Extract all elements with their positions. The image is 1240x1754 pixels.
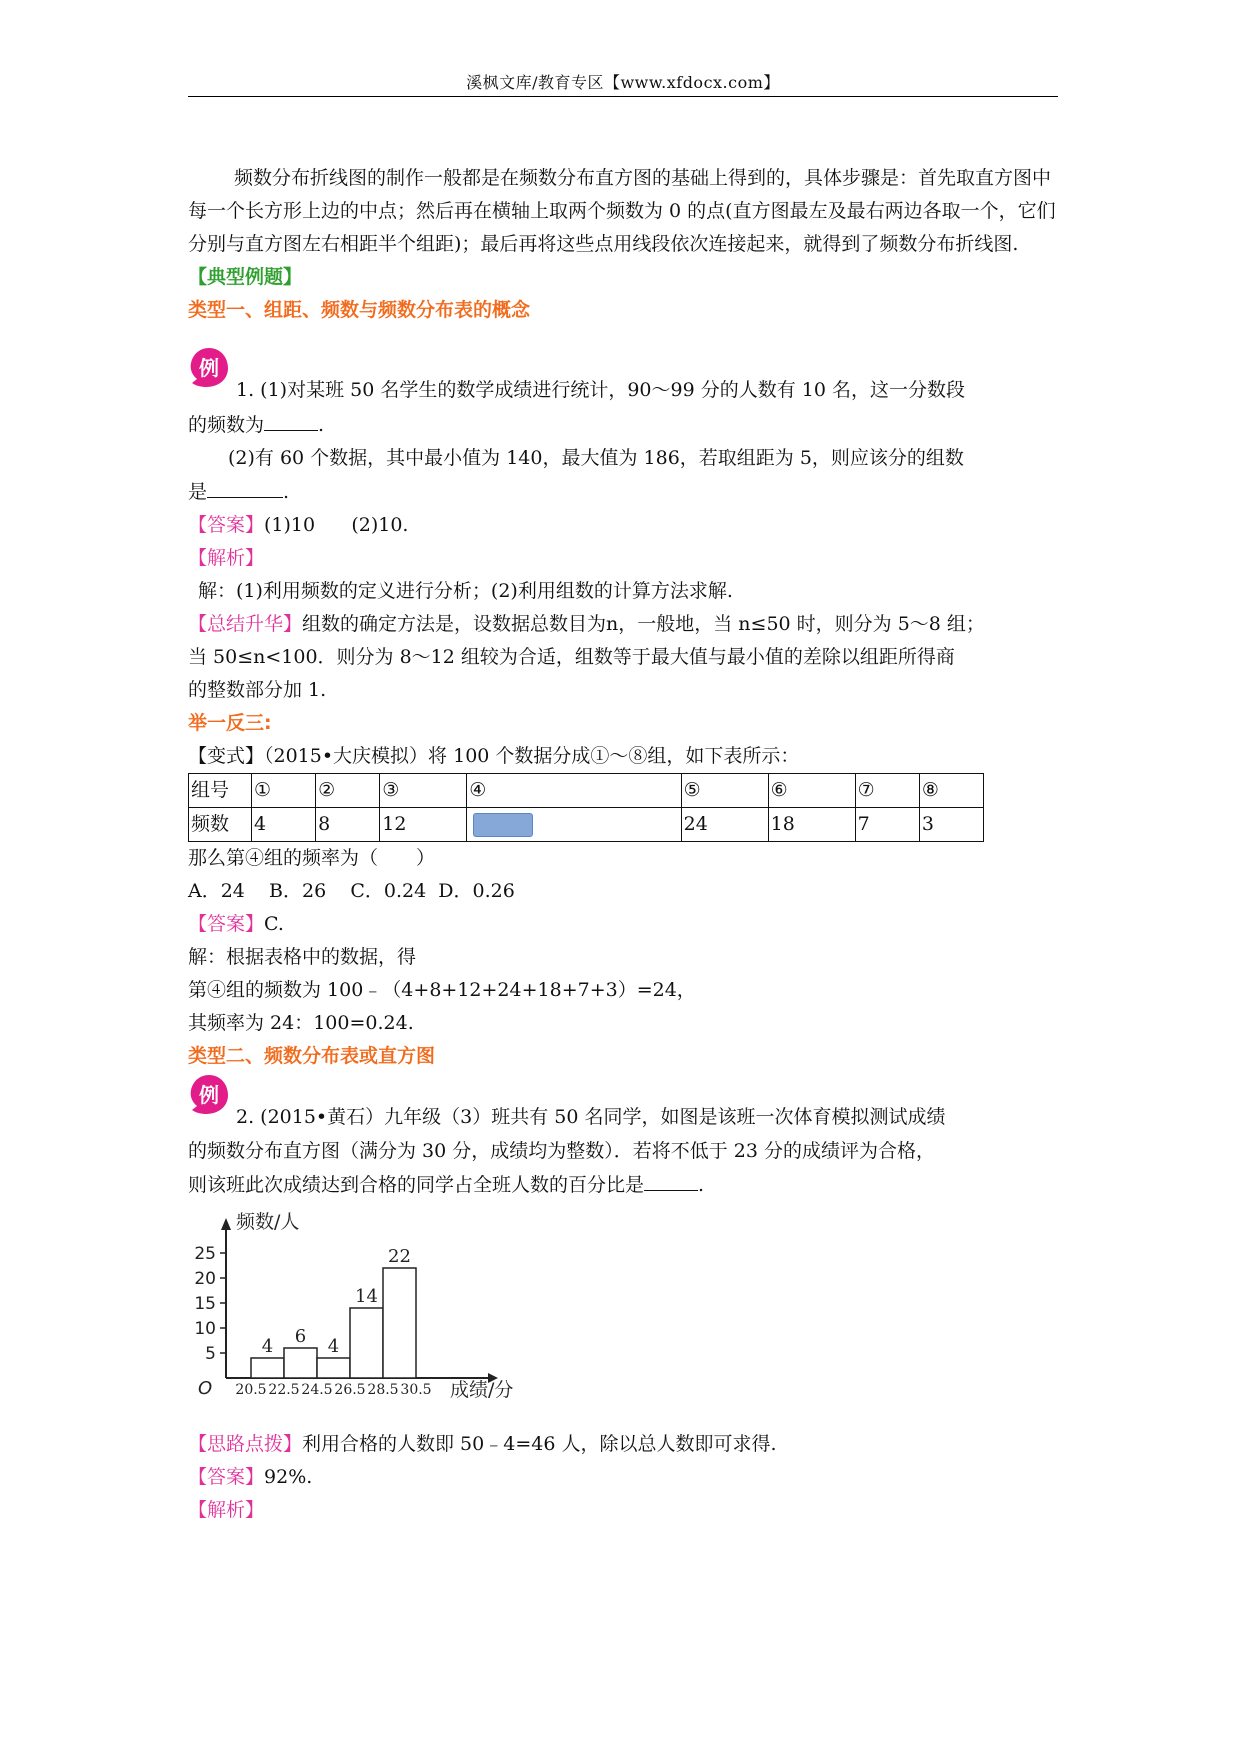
y-axis-label: 频数/人: [236, 1211, 300, 1233]
ex2-line3-text: 则该班此次成绩达到合格的同学占全班人数的百分比是: [188, 1174, 645, 1196]
table-cell: 12: [380, 808, 467, 842]
answer-tag: 【答案】: [188, 1466, 265, 1488]
histogram-bar: [383, 1268, 416, 1378]
x-tick-label: 26.5: [334, 1382, 366, 1398]
example1-badge-line: [188, 346, 1058, 408]
hint-text: 利用合格的人数即 50﹣4=46 人，除以总人数即可求得.: [302, 1433, 777, 1455]
variation-solution-3: 其频率为 24：100=0.24.: [188, 1012, 414, 1034]
y-axis-arrow: [221, 1218, 231, 1230]
answer-text: 92%.: [264, 1466, 313, 1488]
histogram-bar: [350, 1308, 383, 1378]
example-badge-icon: [188, 346, 230, 388]
ex1-part2-text: 是: [188, 481, 208, 503]
answer-tag: 【答案】: [188, 913, 265, 935]
y-tick-label: 5: [205, 1344, 216, 1364]
y-tick-label: 25: [194, 1244, 216, 1264]
analysis-tag: 【解析】: [188, 547, 265, 569]
table-cell: 24: [681, 808, 768, 842]
bar-value-label: 6: [294, 1326, 307, 1347]
ex1-part2-end: .: [283, 481, 290, 503]
histogram-svg: [188, 1208, 548, 1428]
analysis-tag: 【解析】: [188, 1499, 265, 1521]
ex1-part1-line2: [188, 408, 1058, 442]
table-cell: ②: [316, 774, 380, 808]
x-tick-label: 22.5: [268, 1382, 300, 1398]
histogram-bar: [284, 1348, 317, 1378]
table-cell: 3: [919, 808, 983, 842]
document-page: [188, 0, 1058, 1754]
table-row: [189, 774, 984, 808]
variation-heading: 举一反三:: [188, 712, 272, 734]
badge-label: 例: [199, 356, 219, 380]
answer-text: (1)10 (2)10.: [264, 514, 409, 536]
ex1-part2-line1: (2)有 60 个数据，其中最小值为 140，最大值为 186，若取组距为 5，则应该分的组数: [228, 447, 964, 469]
ex2-line3: [188, 1168, 1058, 1202]
table-cell: 4: [252, 808, 316, 842]
x-tick-label: 30.5: [400, 1382, 432, 1398]
section-examples-heading: 【典型例题】: [188, 266, 303, 288]
document-body: [188, 162, 1058, 1527]
answer-text: C.: [264, 913, 284, 935]
table-cell: 8: [316, 808, 380, 842]
header-divider: [188, 96, 1058, 97]
ex1-part2-line2: [188, 475, 1058, 509]
ex1-part1-text: 的频数为: [188, 414, 265, 436]
x-tick-label: 20.5: [235, 1382, 267, 1398]
variation-question: 那么第④组的频率为（ ）: [188, 847, 436, 869]
summary-tag: 【总结升华】: [188, 613, 303, 635]
summary-text-a: 组数的确定方法是，设数据总数目为n，一般地，当 n≤50 时，则分为 5～8 组；: [302, 613, 985, 635]
variation-solution-1: 解：根据表格中的数据，得: [188, 946, 417, 968]
x-tick-label: 24.5: [301, 1382, 333, 1398]
table-cell-hidden: [467, 808, 681, 842]
answer-tag: 【答案】: [188, 514, 265, 536]
bar-value-label: 4: [261, 1336, 274, 1357]
ex1-summary-line1: [188, 608, 1058, 641]
answer-blank: [264, 408, 318, 431]
frequency-table: [188, 773, 984, 842]
ex1-analysis: 解：(1)利用频数的定义进行分析；(2)利用组数的计算方法求解.: [198, 580, 733, 602]
ex2-line1: 2. (2015•黄石）九年级（3）班共有 50 名同学，如图是该班一次体育模拟测试成绩: [236, 1106, 946, 1128]
bar-value-label: 22: [388, 1246, 411, 1267]
answer-blank: [644, 1168, 698, 1191]
table-cell: 7: [855, 808, 919, 842]
histogram-chart: [188, 1208, 548, 1428]
table-cell: ⑤: [681, 774, 768, 808]
ex2-line3-end: .: [698, 1174, 705, 1196]
example2-badge-line: [188, 1073, 1058, 1135]
variation-answer: [188, 908, 1058, 941]
variation-options: A．24 B．26 C．0.24 D．0.26: [188, 880, 515, 902]
intro-paragraph: 频数分布折线图的制作一般都是在频数分布直方图的基础上得到的，具体步骤是：首先取直方图中每一个长方形上边的中点；然后再在横轴上取两个频数为 0 的点(直方图最左及最右两边各取一个，它们分别与直方图左右相距半个组距)；最后再将这些点用线段依次连接起来，就得到了频数分布折线图.: [188, 167, 1056, 255]
example-badge-icon: [188, 1073, 230, 1115]
bar-value-label: 14: [355, 1286, 378, 1307]
table-cell: ⑦: [855, 774, 919, 808]
answer-blank: [207, 475, 283, 498]
covered-value-box: [473, 813, 533, 837]
badge-label: 例: [199, 1083, 219, 1107]
ex2-hint: [188, 1428, 1058, 1461]
table-row: [189, 808, 984, 842]
page-header: 溪枫文库/教育专区【www.xfdocx.com】: [466, 73, 780, 92]
table-cell: 18: [768, 808, 855, 842]
table-cell: ①: [252, 774, 316, 808]
ex2-line2: 的频数分布直方图（满分为 30 分，成绩均为整数）．若将不低于 23 分的成绩评为合格，: [188, 1140, 936, 1162]
histogram-bar: [251, 1358, 284, 1378]
ex1-part1-end: .: [318, 414, 325, 436]
ex1-part1-line1: 1. (1)对某班 50 名学生的数学成绩进行统计，90～99 分的人数有 10 名，这一分数段: [236, 379, 965, 401]
y-tick-label: 10: [194, 1319, 216, 1339]
table-cell: ⑧: [919, 774, 983, 808]
ex1-summary-line2: 当 50≤n<100．则分为 8～12 组较为合适，组数等于最大值与最小值的差除以组距所得商: [188, 646, 955, 668]
table-cell: ④: [467, 774, 681, 808]
variation-prompt: 【变式】（2015•大庆模拟）将 100 个数据分成①～⑧组，如下表所示：: [188, 745, 800, 767]
table-cell: ③: [380, 774, 467, 808]
ex1-answer: [188, 509, 1058, 542]
y-tick-label: 20: [194, 1269, 216, 1289]
origin-label: O: [198, 1378, 213, 1399]
ex2-answer: [188, 1461, 1058, 1494]
table-cell: ⑥: [768, 774, 855, 808]
hint-tag: 【思路点拨】: [188, 1433, 303, 1455]
table-row-header: 频数: [189, 808, 252, 842]
y-tick-label: 15: [194, 1294, 216, 1314]
histogram-bar: [317, 1358, 350, 1378]
type2-heading: 类型二、频数分布表或直方图: [188, 1045, 436, 1067]
x-axis-label: 成绩/分: [450, 1379, 514, 1401]
table-row-header: 组号: [189, 774, 252, 808]
variation-solution-2: 第④组的频数为 100﹣（4+8+12+24+18+7+3）=24，: [188, 979, 696, 1001]
bar-value-label: 4: [327, 1336, 340, 1357]
type1-heading: 类型一、组距、频数与频数分布表的概念: [188, 299, 531, 321]
x-tick-label: 28.5: [367, 1382, 399, 1398]
ex1-summary-line3: 的整数部分加 1.: [188, 679, 327, 701]
